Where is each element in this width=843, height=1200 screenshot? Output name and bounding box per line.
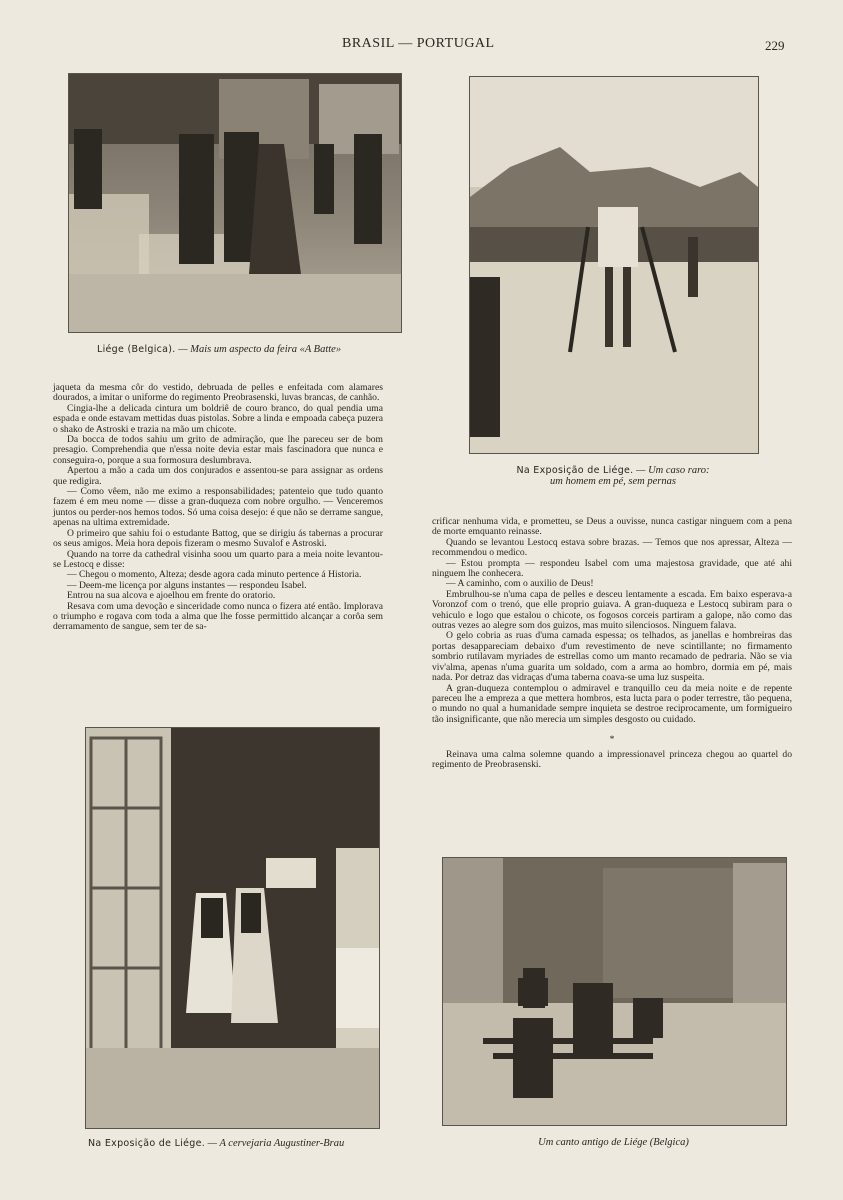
caption-old-corner — [442, 1137, 785, 1148]
page-title: BRASIL — PORTUGAL — [342, 36, 495, 51]
text-column-right — [432, 517, 792, 770]
page-number: 229 — [765, 38, 785, 53]
caption-market — [97, 344, 341, 355]
text-column-left — [53, 383, 383, 633]
paragraph: Da bocca de todos sahiu um grito de admiração, que lhe pareceu ser de bom presagio. Comprehendia que n'essa noite devia estar mais fascinadora que nunca e conseguira-o, porque a sua formosura deslumbrava. — [53, 434, 383, 466]
section-break: * — [609, 734, 615, 746]
paragraph: — A caminho, com o auxilio de Deus! — [446, 578, 594, 590]
paragraph: O gelo cobria as ruas d'uma camada espessa; os telhados, as janellas e hombreiras das portas desappareciam debaixo d'um revestimento de neve scintillante; no firmamento sombrio rutilavam myriades de estrellas como um manto recamado de pedraria. Não se via viv'alma, apenas n'uma guarita um soldado, com a arma ao hombro, dormia em pé, mais nada. Por detraz das vidraças d'uma taberna coava-se uma luz suspeita. — [432, 630, 792, 684]
caption-beer-hall — [88, 1138, 344, 1149]
paragraph: — Como vêem, não me eximo a responsabilidades; patenteio que tudo quanto fazem é em meu nome — disse a gran-duqueza com nobre orgulho. — Venceremos juntos ou perder-nos hemos todos. Só uma coisa desejo: é que não se derrame sangue, apenas na ultima extremidade. — [53, 486, 383, 529]
caption-place: Na Exposição de Liége. — [88, 1138, 206, 1149]
paragraph: crificar nenhuma vida, e prometteu, se Deus a ouvisse, nunca castigar ninguem com a pena de morte emquanto reinasse. — [432, 516, 792, 538]
caption-desc: — A cervejaria Augustiner-Brau — [207, 1138, 345, 1149]
paragraph: Reinava uma calma solemne quando a impressionavel princeza chegou ao quartel do regimento de Preobrasenski. — [432, 748, 792, 770]
caption-crutches — [469, 465, 757, 487]
paragraph: O primeiro que sahiu foi o estudante Battog, que se dirigiu ás tabernas a procurar os seus amigos. Meia hora depois fizeram o mesmo Suvalof e Astroski. — [53, 527, 383, 550]
paragraph: Cingia-lhe a delicada cintura um boldriê de couro branco, do qual pendia uma espada e onde estavam mettidas duas pistolas. Sobre a linda e empoada cabeça puzera o shako de Astroski e trazia na mão um chicote. — [53, 402, 383, 435]
caption-desc: — Um caso raro: — [636, 465, 710, 476]
caption-desc-line2: um homem em pé, sem pernas — [550, 476, 676, 487]
paragraph: Quando na torre da cathedral visinha soou um quarto para a meia noite levantou-se Lestocq e disse: — [53, 548, 383, 570]
paragraph: jaqueta da mesma côr do vestido, debruada de pelles e enfeitada com alamares dourados, a imitar o uniforme do regimento Preobrasenski, luvas brancas, de canhão. — [53, 382, 383, 404]
paragraph: — Chegou o momento, Alteza; desde agora cada minuto pertence á Historia. — [67, 569, 362, 581]
photo-crutches — [469, 76, 759, 454]
paragraph: — Deem-me licença por alguns instantes — respondeu Isabel. — [67, 579, 307, 591]
photo-beer-hall — [85, 727, 380, 1129]
photo-old-corner — [442, 857, 787, 1126]
page-header — [0, 36, 843, 54]
paragraph: Quando se levantou Lestocq estava sobre brazas. — Temos que nos apressar, Alteza — recommendou o medico. — [432, 536, 792, 559]
caption-place: Na Exposição de Liége. — [516, 465, 634, 476]
paragraph: — Estou prompta — respondeu Isabel com uma majestosa gravidade, que até ahi ninguem lhe conhecera. — [432, 557, 792, 580]
paragraph: Apertou a mão a cada um dos conjurados e assentou-se para assignar as ordens que redigira. — [53, 465, 383, 487]
caption-place: Liége (Belgica). — [97, 344, 176, 355]
paragraph: A gran-duqueza contemplou o admiravel e tranquillo ceu da meia noite e de repente pareceu lhe a empreza a que mettera hombros, esta lucta para o poder terrestre, tão pequena, o mundo no qual a humanidade sempre inquieta se destroe reciprocamente, um formigueiro tão insignificante, que não merecia um simples desgosto ou cuidado. — [432, 682, 792, 725]
paragraph: Embrulhou-se n'uma capa de pelles e desceu lentamente a escada. Em baixo esperava-a Voronzof com o trenó, que elle proprio guiava. A gran-duqueza e Lestocq subiram para o vehiculo e logo que estalou o chicote, os fogosos corceis partiram a galope, não como das outras vezes ao alegre som dos guizos, mas muito silenciosos. Ninguem falava. — [432, 588, 792, 632]
caption-desc: — Mais um aspecto da feira «A Batte» — [178, 344, 342, 355]
photo-market — [68, 73, 402, 333]
paragraph: Entrou na sua alcova e ajoelhou em frente do oratorio. — [67, 590, 276, 602]
caption-desc: Um canto antigo de Liége (Belgica) — [538, 1137, 689, 1148]
paragraph: Resava com uma devoção e sinceridade como nunca o fizera até então. Implorava o triumpho e rogava com toda a alma que lhe fosse permittido alcançar a corôa sem derramamento de sangue, sem ter de sa- — [53, 600, 383, 633]
